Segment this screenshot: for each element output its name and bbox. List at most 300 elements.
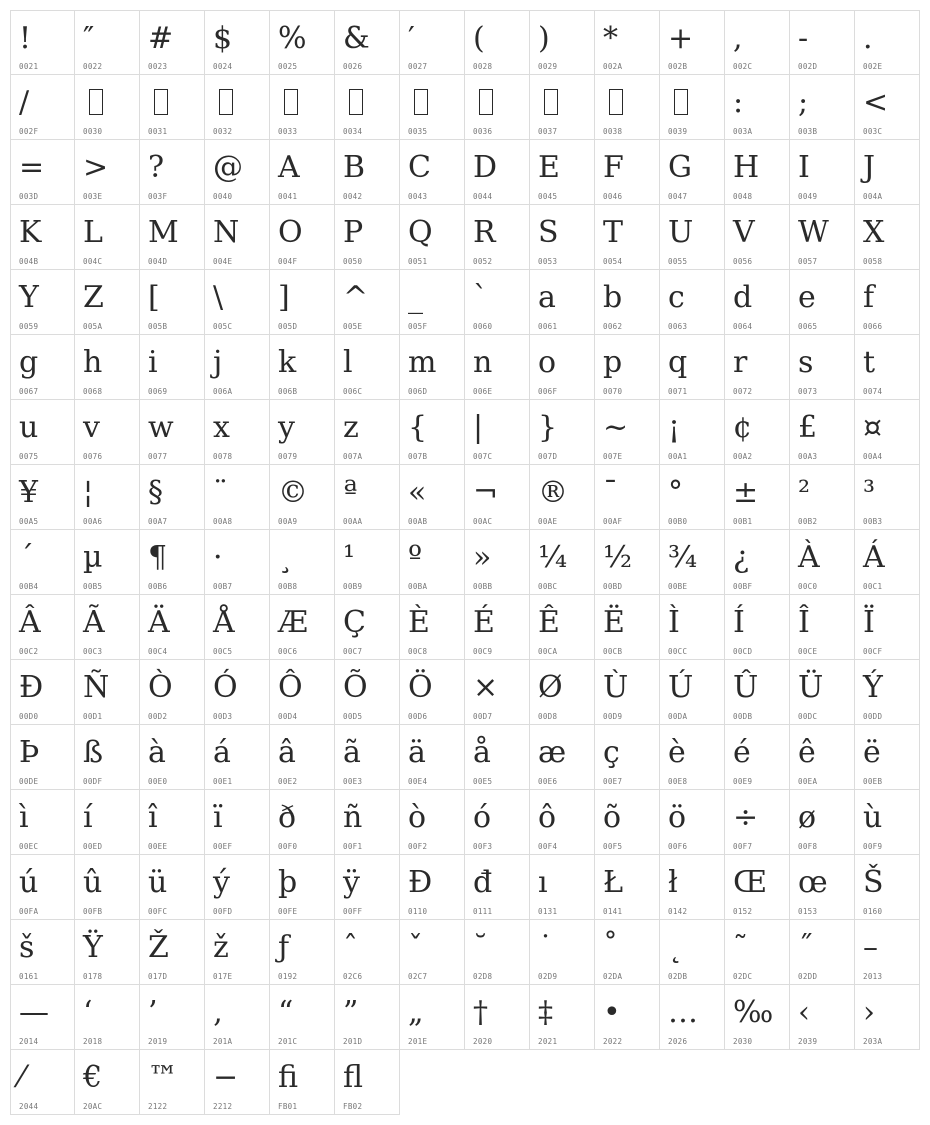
glyph-code: 00AE <box>538 517 558 526</box>
glyph-cell <box>335 10 400 75</box>
glyph-code: 0071 <box>668 387 688 396</box>
glyph-char: < <box>863 85 889 120</box>
glyph-code: 02C7 <box>408 972 428 981</box>
glyph-cell <box>270 75 335 140</box>
glyph-code: 017D <box>148 972 168 981</box>
glyph-char: ˘ <box>473 930 488 965</box>
glyph-char: & <box>343 21 370 56</box>
glyph-cell <box>725 985 790 1050</box>
glyph-code: 2022 <box>603 1037 623 1046</box>
glyph-cell <box>465 530 530 595</box>
glyph-char: ® <box>538 475 568 510</box>
glyph-code: 00F2 <box>408 842 428 851</box>
glyph-char: s <box>798 345 814 380</box>
glyph-char: i <box>148 345 158 380</box>
glyph-char: ¥ <box>19 475 39 510</box>
glyph-cell <box>270 920 335 985</box>
glyph-char: “ <box>278 995 294 1030</box>
glyph-char: g <box>19 345 39 380</box>
glyph-code: 002B <box>668 62 688 71</box>
glyph-char: ( <box>473 21 485 56</box>
glyph-code: 00D1 <box>83 712 103 721</box>
glyph-code: 00E0 <box>148 777 168 786</box>
glyph-char: í <box>83 800 93 835</box>
glyph-code: 00CB <box>603 647 623 656</box>
glyph-cell <box>725 790 790 855</box>
glyph-char: ‹ <box>798 995 810 1030</box>
glyph-code: 00B6 <box>148 582 168 591</box>
glyph-code: 0023 <box>148 62 168 71</box>
glyph-cell <box>725 465 790 530</box>
glyph-code: 00A1 <box>668 452 688 461</box>
glyph-code: 2044 <box>19 1102 39 1111</box>
glyph-code: 00E6 <box>538 777 558 786</box>
glyph-code: 00FC <box>148 907 168 916</box>
glyph-code: 00EA <box>798 777 818 786</box>
glyph-cell <box>660 270 725 335</box>
glyph-code: 201D <box>343 1037 363 1046</box>
glyph-cell <box>270 335 335 400</box>
glyph-char: ﬂ <box>343 1060 364 1095</box>
glyph-code: 00F8 <box>798 842 818 851</box>
glyph-code: 00BA <box>408 582 428 591</box>
glyph-cell <box>790 790 855 855</box>
glyph-cell <box>465 465 530 530</box>
glyph-code: 00C9 <box>473 647 493 656</box>
glyph-cell <box>660 400 725 465</box>
glyph-char: œ <box>798 865 828 900</box>
glyph-cell <box>595 465 660 530</box>
glyph-char: ; <box>798 85 809 120</box>
glyph-code: 0161 <box>19 972 39 981</box>
glyph-char: { <box>408 410 428 445</box>
glyph-char: ¸ <box>278 540 293 575</box>
glyph-cell <box>335 140 400 205</box>
glyph-char: ï <box>213 800 223 835</box>
glyph-code: 00DB <box>733 712 753 721</box>
glyph-code: 2122 <box>148 1102 168 1111</box>
glyph-char: ) <box>538 21 550 56</box>
glyph-cell <box>790 270 855 335</box>
glyph-char: — <box>19 995 49 1030</box>
glyph-char: ˙ <box>538 930 553 965</box>
glyph-char: o <box>538 345 557 380</box>
glyph-cell <box>660 985 725 1050</box>
glyph-cell <box>335 335 400 400</box>
glyph-code: 007E <box>603 452 623 461</box>
glyph-char: Ì <box>668 605 680 640</box>
glyph-char: q <box>668 345 688 380</box>
glyph-cell <box>660 530 725 595</box>
glyph-cell <box>10 985 75 1050</box>
glyph-cell <box>335 790 400 855</box>
glyph-code: 005F <box>408 322 428 331</box>
glyph-cell <box>75 725 140 790</box>
glyph-char: ÿ <box>343 865 360 900</box>
glyph-char: Z <box>83 280 104 315</box>
glyph-char: É <box>473 605 495 640</box>
glyph-code: 005B <box>148 322 168 331</box>
glyph-cell <box>270 530 335 595</box>
glyph-char: ˛ <box>668 930 683 965</box>
glyph-code: 00EF <box>213 842 233 851</box>
glyph-char: º <box>408 540 423 575</box>
glyph-code: 02C6 <box>343 972 363 981</box>
glyph-cell <box>140 920 205 985</box>
glyph-code: 00CA <box>538 647 558 656</box>
glyph-char: [ <box>148 280 160 315</box>
glyph-code: 2212 <box>213 1102 233 1111</box>
glyph-cell <box>75 790 140 855</box>
glyph-char: ½ <box>603 540 633 575</box>
glyph-cell <box>530 920 595 985</box>
glyph-cell <box>140 595 205 660</box>
glyph-code: 00F3 <box>473 842 493 851</box>
glyph-code: 00DC <box>798 712 818 721</box>
glyph-code: 0073 <box>798 387 818 396</box>
glyph-code: 0192 <box>278 972 298 981</box>
glyph-code: 0031 <box>148 127 168 136</box>
glyph-cell <box>205 1050 270 1115</box>
glyph-cell <box>205 400 270 465</box>
glyph-cell <box>140 270 205 335</box>
glyph-char: c <box>668 280 685 315</box>
glyph-code: 0078 <box>213 452 233 461</box>
glyph-code: 02DC <box>733 972 753 981</box>
glyph-char: B <box>343 150 366 185</box>
glyph-code: 0030 <box>83 127 103 136</box>
glyph-cell <box>855 465 920 530</box>
glyph-cell <box>270 595 335 660</box>
glyph-char: S <box>538 215 559 250</box>
glyph-char: › <box>863 995 875 1030</box>
glyph-cell <box>400 725 465 790</box>
glyph-char: Î <box>798 605 810 640</box>
glyph-code: 006F <box>538 387 558 396</box>
glyph-code: 00B9 <box>343 582 363 591</box>
glyph-code: 00BD <box>603 582 623 591</box>
glyph-cell <box>660 140 725 205</box>
glyph-char: Ł <box>603 865 624 900</box>
glyph-cell <box>270 790 335 855</box>
glyph-char: ˚ <box>603 930 618 965</box>
glyph-code: 00C1 <box>863 582 883 591</box>
glyph-code: 00FD <box>213 907 233 916</box>
glyph-code: 00E1 <box>213 777 233 786</box>
glyph-code: 02D8 <box>473 972 493 981</box>
glyph-char: + <box>668 21 694 56</box>
glyph-code: 00A6 <box>83 517 103 526</box>
glyph-cell <box>205 335 270 400</box>
glyph-cell <box>725 595 790 660</box>
glyph-code: 004B <box>19 257 39 266</box>
glyph-char: Ö <box>408 670 433 705</box>
glyph-cell <box>10 1050 75 1115</box>
glyph-cell <box>10 270 75 335</box>
glyph-char: a <box>538 280 556 315</box>
missing-glyph-box <box>674 89 688 115</box>
glyph-code: 201A <box>213 1037 233 1046</box>
glyph-code: 00F6 <box>668 842 688 851</box>
missing-glyph-box <box>609 89 623 115</box>
glyph-code: 017E <box>213 972 233 981</box>
glyph-code: 2014 <box>19 1037 39 1046</box>
glyph-code: 0036 <box>473 127 493 136</box>
glyph-char: | <box>473 410 484 445</box>
glyph-code: 201E <box>408 1037 428 1046</box>
glyph-cell <box>530 790 595 855</box>
glyph-cell <box>400 140 465 205</box>
glyph-code: 0055 <box>668 257 688 266</box>
glyph-cell <box>335 400 400 465</box>
glyph-cell <box>725 205 790 270</box>
glyph-code: 00A8 <box>213 517 233 526</box>
glyph-code: 00B8 <box>278 582 298 591</box>
glyph-char: Đ <box>408 865 433 900</box>
glyph-code: 0079 <box>278 452 298 461</box>
glyph-char: Ã <box>83 605 105 640</box>
glyph-char: ! <box>19 21 32 56</box>
glyph-char: M <box>148 215 179 250</box>
glyph-cell <box>75 335 140 400</box>
glyph-code: 00A2 <box>733 452 753 461</box>
glyph-char: û <box>83 865 103 900</box>
glyph-code: 00DF <box>83 777 103 786</box>
glyph-code: 00E7 <box>603 777 623 786</box>
glyph-char: Ù <box>603 670 629 705</box>
glyph-cell <box>140 335 205 400</box>
missing-glyph-box <box>414 89 428 115</box>
glyph-cell <box>595 595 660 660</box>
glyph-cell <box>270 205 335 270</box>
glyph-code: 00B4 <box>19 582 39 591</box>
glyph-code: 00FF <box>343 907 363 916</box>
glyph-cell <box>725 660 790 725</box>
glyph-cell <box>725 10 790 75</box>
glyph-code: 0062 <box>603 322 623 331</box>
glyph-cell <box>855 920 920 985</box>
glyph-code: 00EE <box>148 842 168 851</box>
glyph-char: ë <box>863 735 881 770</box>
glyph-char: „ <box>408 995 424 1030</box>
glyph-cell <box>595 205 660 270</box>
glyph-cell <box>270 270 335 335</box>
glyph-char: Ð <box>19 670 44 705</box>
glyph-code: 0028 <box>473 62 493 71</box>
glyph-cell <box>530 400 595 465</box>
glyph-char: ¨ <box>213 475 228 510</box>
glyph-cell <box>10 335 75 400</box>
glyph-char: Y <box>19 280 39 315</box>
glyph-code: 0075 <box>19 452 39 461</box>
glyph-char: m <box>408 345 437 380</box>
glyph-code: 005D <box>278 322 298 331</box>
glyph-code: FB01 <box>278 1102 298 1111</box>
glyph-char: × <box>473 670 499 705</box>
glyph-code: 006E <box>473 387 493 396</box>
glyph-char: – <box>863 930 878 965</box>
glyph-code: 00E3 <box>343 777 363 786</box>
glyph-char: ˆ <box>343 930 358 965</box>
glyph-cell <box>465 140 530 205</box>
glyph-cell <box>855 660 920 725</box>
glyph-char: ¦ <box>83 475 94 510</box>
glyph-code: 0047 <box>668 192 688 201</box>
glyph-cell <box>790 985 855 1050</box>
glyph-char: ˇ <box>408 930 423 965</box>
glyph-cell <box>465 270 530 335</box>
glyph-char: \ <box>213 280 224 315</box>
glyph-cell <box>10 205 75 270</box>
glyph-code: 00BE <box>668 582 688 591</box>
glyph-code: 00B5 <box>83 582 103 591</box>
glyph-code: 0057 <box>798 257 818 266</box>
glyph-cell <box>205 920 270 985</box>
glyph-cell <box>140 855 205 920</box>
glyph-code: 0064 <box>733 322 753 331</box>
glyph-cell <box>10 920 75 985</box>
glyph-cell <box>530 335 595 400</box>
glyph-cell <box>335 465 400 530</box>
glyph-cell <box>335 920 400 985</box>
glyph-char: ¤ <box>863 410 883 445</box>
glyph-cell <box>725 140 790 205</box>
glyph-code: 0063 <box>668 322 688 331</box>
glyph-char: ] <box>278 280 290 315</box>
glyph-code: 0074 <box>863 387 883 396</box>
glyph-code: 00F9 <box>863 842 883 851</box>
glyph-code: 00CE <box>798 647 818 656</box>
glyph-char: ` <box>473 280 488 315</box>
glyph-cell <box>725 530 790 595</box>
glyph-cell <box>400 985 465 1050</box>
glyph-char: ″ <box>83 21 95 56</box>
glyph-char: Ë <box>603 605 625 640</box>
glyph-cell <box>790 75 855 140</box>
glyph-char: ô <box>538 800 557 835</box>
missing-glyph-box <box>89 89 103 115</box>
glyph-cell <box>530 10 595 75</box>
glyph-code: 002A <box>603 62 623 71</box>
glyph-char: € <box>83 1060 103 1095</box>
glyph-cell <box>270 465 335 530</box>
glyph-char: Á <box>863 540 885 575</box>
glyph-char: ò <box>408 800 427 835</box>
glyph-char: _ <box>408 280 423 315</box>
glyph-char: k <box>278 345 297 380</box>
glyph-cell <box>335 725 400 790</box>
glyph-cell <box>465 10 530 75</box>
glyph-code: 0059 <box>19 322 39 331</box>
glyph-char: Q <box>408 215 433 250</box>
glyph-cell <box>530 530 595 595</box>
glyph-cell <box>205 660 270 725</box>
glyph-code: 003E <box>83 192 103 201</box>
glyph-char: d <box>733 280 753 315</box>
glyph-char: ž <box>213 930 229 965</box>
glyph-code: 00D6 <box>408 712 428 721</box>
glyph-cell <box>530 855 595 920</box>
glyph-char: E <box>538 150 560 185</box>
glyph-char: « <box>408 475 427 510</box>
glyph-cell <box>400 400 465 465</box>
glyph-char: t <box>863 345 876 380</box>
glyph-cell <box>530 205 595 270</box>
glyph-code: 00CF <box>863 647 883 656</box>
glyph-code: 0066 <box>863 322 883 331</box>
glyph-char: j <box>213 345 223 380</box>
glyph-code: 0039 <box>668 127 688 136</box>
glyph-char: ™ <box>148 1060 178 1095</box>
glyph-char: … <box>668 995 698 1030</box>
glyph-cell <box>335 855 400 920</box>
glyph-cell <box>10 10 75 75</box>
glyph-cell <box>790 595 855 660</box>
glyph-code: 0051 <box>408 257 428 266</box>
glyph-cell <box>660 725 725 790</box>
glyph-char: # <box>148 21 174 56</box>
glyph-char: Ä <box>148 605 170 640</box>
glyph-code: 005A <box>83 322 103 331</box>
glyph-char: l <box>343 345 353 380</box>
glyph-char: Ü <box>798 670 824 705</box>
glyph-char: T <box>603 215 624 250</box>
glyph-char: ¬ <box>473 475 499 510</box>
glyph-code: 006B <box>278 387 298 396</box>
glyph-char: ø <box>798 800 817 835</box>
glyph-code: 00C5 <box>213 647 233 656</box>
glyph-cell <box>855 725 920 790</box>
glyph-char: ł <box>668 865 678 900</box>
glyph-code: 00D2 <box>148 712 168 721</box>
glyph-cell <box>790 465 855 530</box>
glyph-char: » <box>473 540 492 575</box>
glyph-code: 00C0 <box>798 582 818 591</box>
glyph-cell <box>660 595 725 660</box>
glyph-cell <box>140 140 205 205</box>
glyph-cell <box>465 660 530 725</box>
glyph-code: 0021 <box>19 62 39 71</box>
glyph-char: F <box>603 150 624 185</box>
glyph-char: Í <box>733 605 745 640</box>
glyph-char: . <box>863 21 873 56</box>
glyph-code: 00F5 <box>603 842 623 851</box>
glyph-cell <box>725 725 790 790</box>
glyph-code: 005C <box>213 322 233 331</box>
glyph-cell <box>465 205 530 270</box>
glyph-cell <box>400 335 465 400</box>
glyph-code: 003A <box>733 127 753 136</box>
glyph-char: h <box>83 345 103 380</box>
glyph-code: 0033 <box>278 127 298 136</box>
glyph-code: 0067 <box>19 387 39 396</box>
glyph-char: ³ <box>863 475 876 510</box>
glyph-char: đ <box>473 865 493 900</box>
glyph-cell <box>140 790 205 855</box>
glyph-cell <box>75 595 140 660</box>
glyph-char: − <box>213 1060 239 1095</box>
glyph-code: 201C <box>278 1037 298 1046</box>
glyph-char: þ <box>278 865 298 900</box>
glyph-code: 0069 <box>148 387 168 396</box>
glyph-char: n <box>473 345 493 380</box>
glyph-cell <box>595 10 660 75</box>
glyph-char: G <box>668 150 692 185</box>
glyph-cell <box>335 985 400 1050</box>
glyph-code: 0056 <box>733 257 753 266</box>
glyph-code: 00A5 <box>19 517 39 526</box>
glyph-cell <box>790 140 855 205</box>
